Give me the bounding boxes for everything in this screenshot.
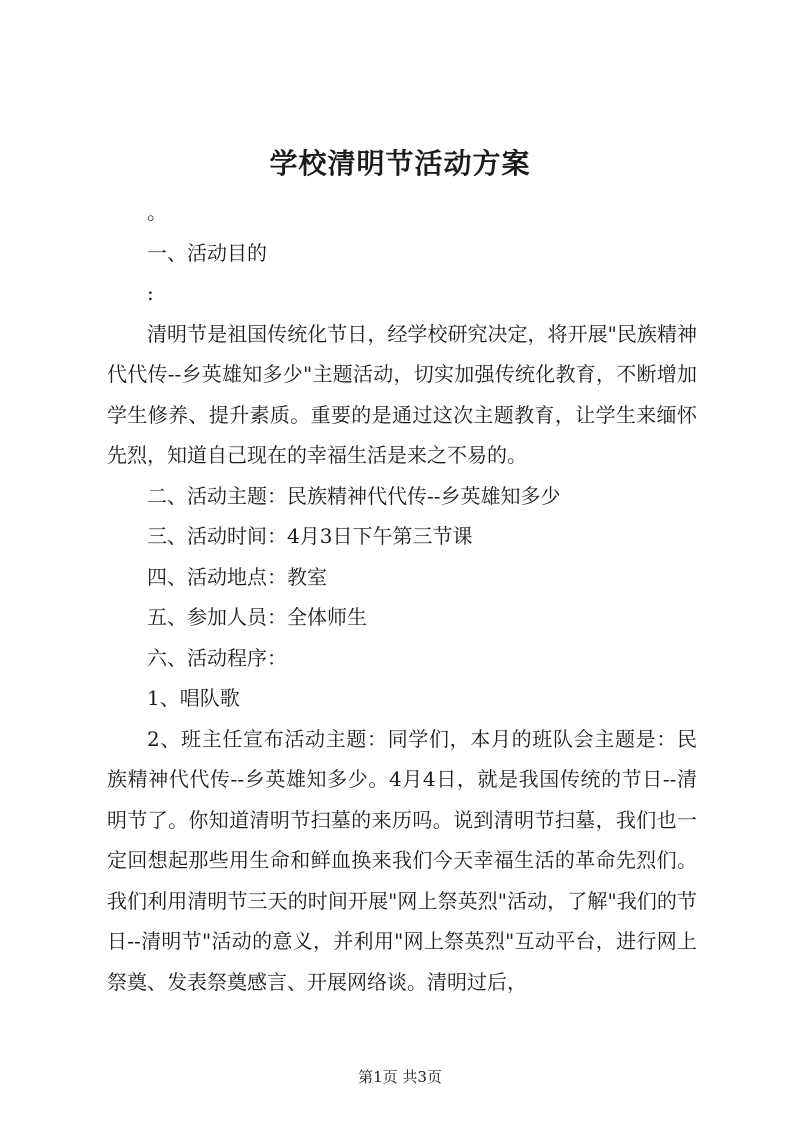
section-participants: 五、参加人员：全体师生: [147, 605, 367, 629]
procedure-step-2: 2、班主任宣布活动主题：同学们，本月的班队会主题是：民族精神代代传--乡英雄知多少。4月4日，就是我国传统的节日--清明节了。你知道清明节扫墓的来历吗。说到清明节扫墓，我们也一定回想起那些用生命和鲜血换来我们今天幸福生活的革命先烈们。我们利用清明节三天的时间开展"网上祭英烈"活动，了解"我们的节日--清明节"活动的意义，并利用"网上祭英烈"互动平台，进行网上祭奠、发表祭奠感言、开展网络谈。清明过后，: [107, 726, 697, 994]
paragraph-colon: :: [147, 281, 154, 305]
paragraph-purpose-body: 清明节是祖国传统化节日，经学校研究决定，将开展"民族精神代代传--乡英雄知多少"主题活动，切实加强传统化教育，不断增加学生修养、提升素质。重要的是通过这次主题教育，让学生来缅怀先烈，知道自己现在的幸福生活是来之不易的。: [107, 321, 697, 467]
section-heading-purpose: 一、活动目的: [147, 240, 267, 265]
section-time: 三、活动时间：4月3日下午第三节课: [147, 524, 473, 548]
section-location: 四、活动地点：教室: [147, 564, 327, 589]
procedure-step-1: 1、唱队歌: [147, 686, 240, 710]
paragraph-punctuation: 。: [147, 200, 167, 224]
section-procedure: 六、活动程序：: [147, 645, 287, 670]
document-title: 学校清明节活动方案: [269, 147, 531, 180]
document-body: [107, 192, 697, 1002]
page-footer: 第1页 共3页: [358, 1068, 442, 1086]
section-theme: 二、活动主题：民族精神代代传--乡英雄知多少: [147, 483, 561, 508]
